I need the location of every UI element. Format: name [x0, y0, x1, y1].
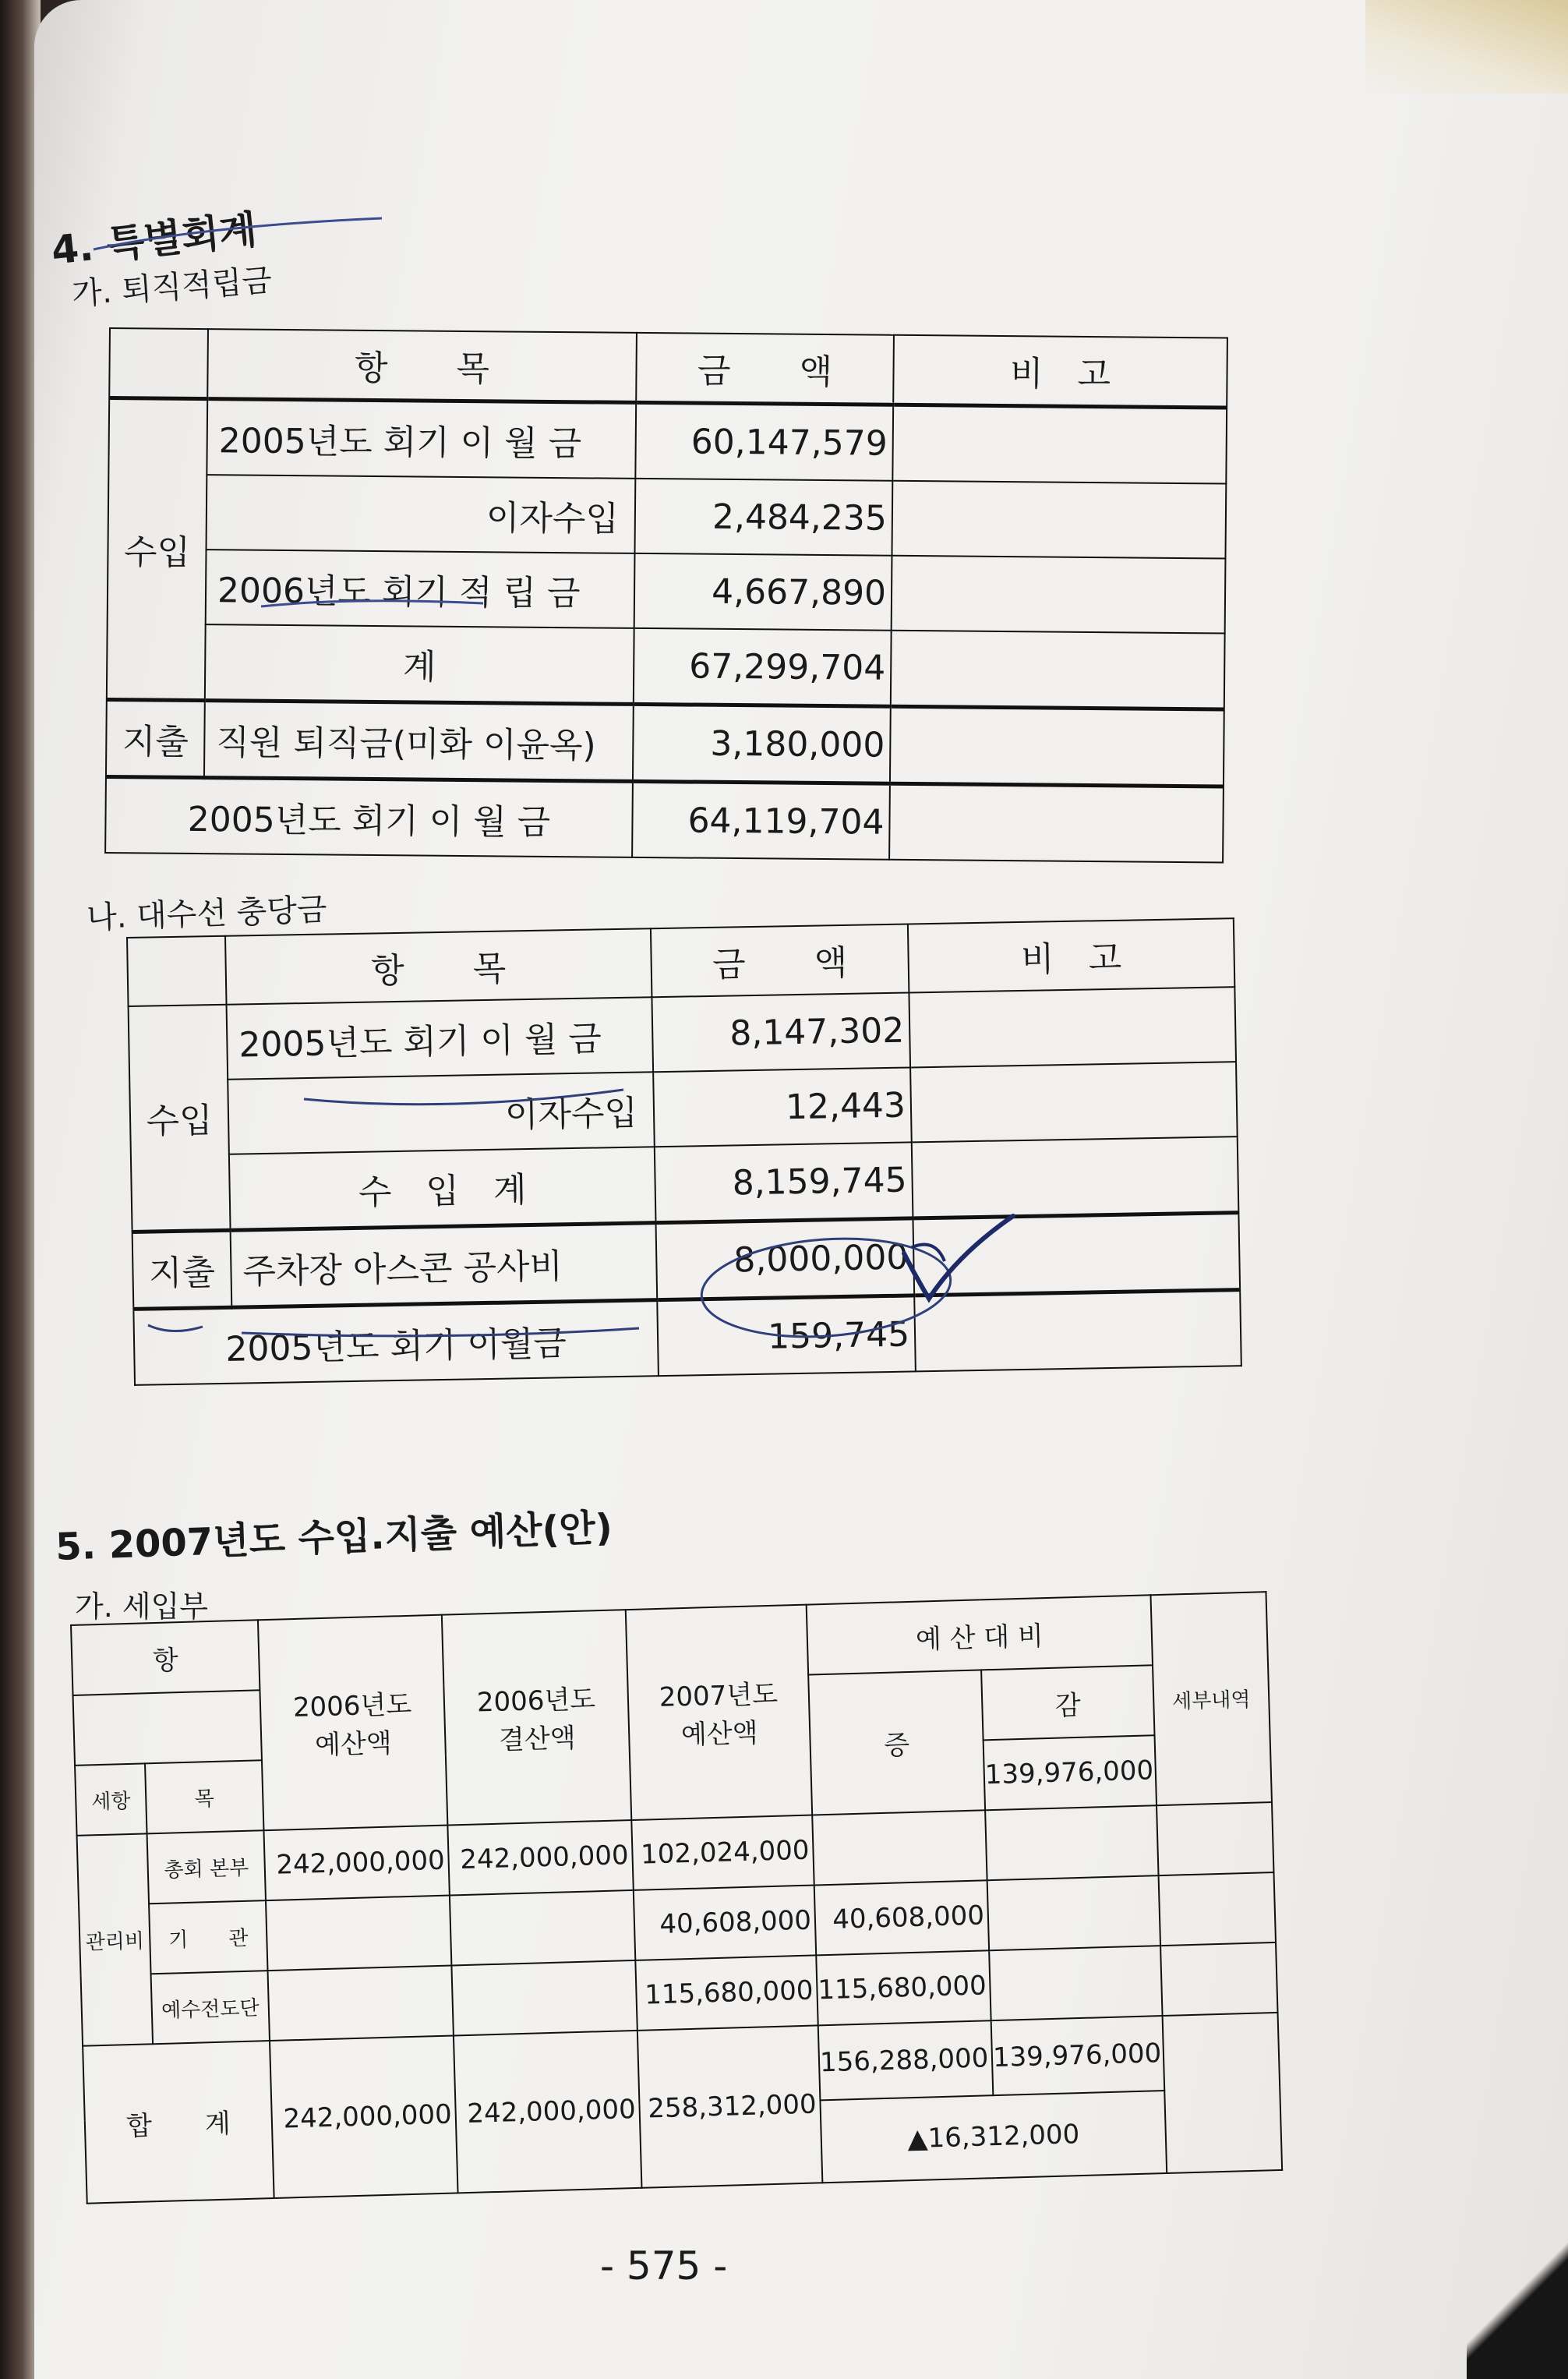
- table-row: [107, 624, 1225, 709]
- row-item: 2005년도 회기 이 월 금: [227, 997, 654, 1080]
- total-budget-2007: 258,312,000: [637, 2025, 823, 2187]
- row-item: 이자수입: [228, 1072, 655, 1154]
- row-mok: 예수전도단: [151, 1971, 270, 2044]
- row-increase: 115,680,000: [816, 1950, 991, 2025]
- table-row: [108, 398, 1227, 484]
- table-row: [108, 474, 1227, 559]
- row-note: [890, 706, 1224, 787]
- row-decrease: [985, 1805, 1158, 1880]
- page-corner-shadow: [1467, 2231, 1568, 2379]
- row-settle-2006: 242,000,000: [447, 1820, 633, 1896]
- row-amount: 4,667,890: [634, 553, 892, 631]
- header-increase: 증: [808, 1670, 985, 1815]
- carry-over-label: 2005년도 회기 이 월 금: [105, 776, 633, 857]
- total-label: 합 계: [83, 2041, 274, 2204]
- page-edge: [1365, 0, 1568, 94]
- pen-underline: [86, 210, 397, 257]
- total-decrease: 139,976,000: [991, 2016, 1165, 2095]
- header-spacer: [73, 1690, 262, 1766]
- total-budget-2006: 242,000,000: [270, 2035, 458, 2198]
- row-amount: 64,119,704: [632, 781, 890, 859]
- header-decrease: 감: [981, 1665, 1154, 1740]
- row-amount: 8,159,745: [655, 1142, 913, 1222]
- total-increase: 156,288,000: [818, 2020, 994, 2100]
- header-item: 항 목: [225, 928, 652, 1005]
- header-empty: [127, 936, 227, 1006]
- row-note: [909, 987, 1236, 1067]
- row-detail: [1157, 1802, 1273, 1875]
- row-amount: 2,484,235: [634, 479, 892, 556]
- row-decrease: [987, 1875, 1160, 1950]
- pen-underline: [140, 1310, 686, 1356]
- row-budget-2007: 115,680,000: [635, 1955, 818, 2030]
- header-sehang: 세항: [75, 1763, 147, 1835]
- row-item: 2006년도 회기 적 립 금: [206, 550, 635, 628]
- header-note: 비 고: [893, 335, 1227, 408]
- row-budget-2007: 102,024,000: [631, 1815, 814, 1890]
- table-row: [108, 549, 1226, 634]
- total-settle-2006: 242,000,000: [454, 2031, 642, 2193]
- row-budget-2006: [266, 1896, 451, 1971]
- table-row: [106, 699, 1224, 787]
- row-increase: 40,608,000: [814, 1880, 989, 1955]
- row-amount: 3,180,000: [633, 704, 891, 783]
- carry-over-label: 2005년도 회기 이월금: [133, 1300, 659, 1385]
- header-note: 비 고: [908, 918, 1234, 992]
- row-note: [891, 631, 1225, 709]
- group-income-label: 수입: [107, 398, 207, 701]
- header-item: 항 목: [207, 329, 637, 402]
- row-budget-2006: 242,000,000: [263, 1826, 449, 1901]
- group-expense-label: 지출: [132, 1230, 232, 1309]
- row-item: 주차장 아스콘 공사비: [231, 1223, 658, 1308]
- page-number: - 575 -: [600, 2243, 728, 2289]
- row-decrease: [989, 1946, 1162, 2020]
- group-income-label: 수입: [129, 1005, 231, 1232]
- total-net-change: ▲16,312,000: [820, 2091, 1167, 2183]
- row-item: 수 입 계: [229, 1147, 656, 1230]
- row-detail: [1160, 1942, 1277, 2016]
- header-amount: 금 액: [636, 333, 894, 405]
- row-budget-2007: 40,608,000: [634, 1885, 816, 1960]
- row-amount: 8,000,000: [656, 1218, 915, 1300]
- table-header-row: [109, 328, 1227, 408]
- header-detail: 세부내역: [1151, 1592, 1272, 1805]
- header-budget-2007: 2007년도 예산액: [626, 1605, 812, 1820]
- total-detail: [1163, 2013, 1283, 2173]
- row-note: [910, 1062, 1238, 1142]
- row-settle-2006: [450, 1890, 635, 1966]
- row-budget-2006: [268, 1966, 454, 2041]
- header-amount: 금 액: [651, 924, 909, 997]
- group-label: 관리비: [77, 1833, 154, 2045]
- header-budget-compare: 예 산 대 비: [807, 1595, 1153, 1674]
- row-mok: 기 관: [149, 1900, 267, 1974]
- row-amount: 67,299,704: [634, 628, 892, 706]
- table-row: [105, 776, 1224, 862]
- row-mok: 총회 본부: [147, 1830, 266, 1904]
- pen-underline: [257, 592, 491, 616]
- subsection-a-title: 가. 퇴직적립금: [70, 263, 274, 313]
- row-note: [892, 405, 1227, 483]
- row-amount: 60,147,579: [635, 402, 893, 480]
- row-settle-2006: [451, 1960, 637, 2036]
- row-item: 직원 퇴직금(미화 이윤옥): [204, 701, 634, 782]
- section-4-title: 4. 특별회계: [49, 207, 260, 274]
- header-empty: [109, 328, 208, 399]
- header-budget-2006: 2006년도 예산액: [258, 1615, 447, 1830]
- check-mark-icon: [888, 1207, 1021, 1316]
- subsection-b-title: 나. 대수선 충당금: [86, 892, 328, 936]
- row-note: [892, 556, 1226, 634]
- row-amount: 159,745: [657, 1296, 916, 1376]
- header-mok: 목: [145, 1760, 263, 1833]
- group-expense-label: 지출: [106, 699, 205, 777]
- row-item: 이자수입: [207, 475, 636, 553]
- row-detail: [1159, 1872, 1276, 1946]
- row-item: 계: [205, 624, 634, 704]
- row-amount: 12,443: [653, 1067, 912, 1147]
- row-item: 2005년도 회기 이 월 금: [207, 399, 636, 479]
- pen-underline: [296, 1076, 639, 1122]
- header-settle-2006: 2006년도 결산액: [442, 1610, 631, 1825]
- header-hang: 항: [71, 1620, 260, 1695]
- row-increase: [812, 1810, 987, 1885]
- revenue-budget-table: [70, 1591, 1283, 2204]
- row-amount: 8,147,302: [652, 992, 910, 1072]
- row-note: [892, 481, 1226, 559]
- decrease-value: 139,976,000: [984, 1735, 1157, 1810]
- row-note: [889, 783, 1224, 862]
- section-5-title: 5. 2007년도 수입.지출 예산(안): [55, 1506, 613, 1569]
- subsection-revenue-title: 가. 세입부: [75, 1589, 208, 1624]
